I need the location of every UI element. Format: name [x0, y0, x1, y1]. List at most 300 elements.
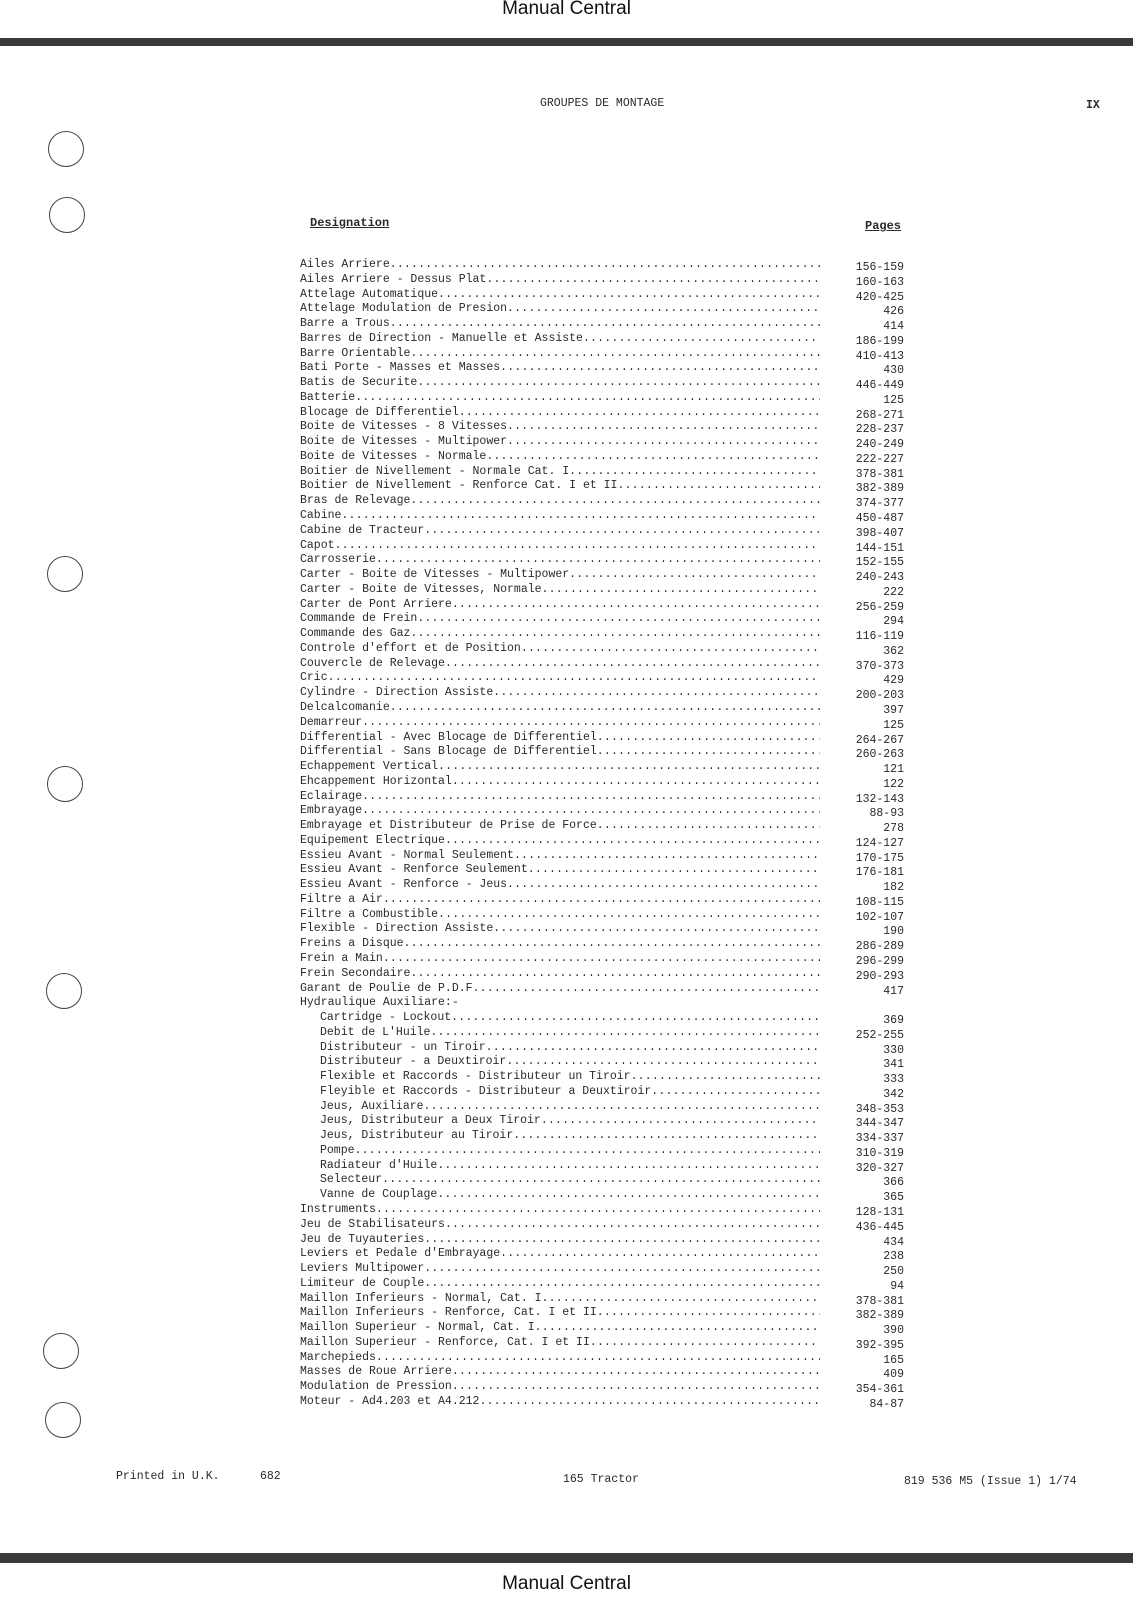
dot-leader: [459, 996, 820, 1011]
entry-name: Pompe: [320, 1143, 355, 1157]
entry-name: Jeus, Distributeur a Deux Tiroir: [320, 1114, 541, 1128]
index-entry: [300, 1011, 904, 1026]
entry-pages: 430: [883, 364, 904, 378]
entry-pages: [844, 999, 904, 1014]
binder-hole-icon: [45, 1402, 81, 1438]
entry-name: Attelage Modulation de Presion: [300, 302, 508, 316]
entry-pages: 160-163: [855, 275, 904, 289]
entry-name: Flexible - Direction Assiste: [300, 922, 494, 936]
entry-name: Demarreur: [300, 715, 363, 729]
entry-pages: 290-293: [855, 969, 904, 983]
entry-pages: 228-237: [855, 423, 904, 437]
dot-leader: [597, 745, 820, 760]
entry-name: Maillon Superieur - Renforce, Cat. I et II: [300, 1335, 590, 1349]
entry-name: Moteur - Ad4.203 et A4.212: [300, 1394, 480, 1408]
entry-pages: 88-93: [869, 807, 904, 821]
entry-pages: 330: [883, 1043, 904, 1057]
index-entry: [300, 1055, 904, 1070]
entry-pages: 334-337: [855, 1132, 904, 1146]
entry-name: Masses de Roue Arriere: [300, 1365, 452, 1379]
dot-leader: [459, 406, 820, 421]
dot-leader: [417, 376, 820, 391]
entry-pages: 369: [883, 1014, 904, 1028]
entry-pages: 434: [883, 1235, 904, 1249]
dot-leader: [390, 317, 820, 332]
dot-leader: [451, 1011, 820, 1026]
entry-pages: 176-181: [855, 866, 904, 880]
index-entry: [300, 494, 904, 509]
entry-pages: 264-267: [855, 733, 904, 747]
entry-name: Boite de Vitesses - Multipower: [300, 435, 508, 449]
index-entry: [300, 1026, 904, 1041]
dot-leader: [617, 479, 820, 494]
entry-pages: 426: [883, 305, 904, 319]
dot-leader: [438, 908, 820, 923]
entry-name: Barres de Direction - Manuelle et Assiste: [300, 331, 583, 345]
entry-pages: 122: [883, 777, 904, 791]
dot-leader: [362, 716, 820, 731]
entry-pages: 102-107: [855, 910, 904, 924]
entry-pages: 374-377: [855, 497, 904, 511]
index-entry: [300, 1144, 904, 1159]
entry-name: Jeu de Tuyauteries: [300, 1232, 425, 1246]
index-list: [300, 258, 904, 1410]
entry-name: Delcalcomanie: [300, 700, 390, 714]
dot-leader: [528, 863, 820, 878]
entry-name: Cylindre - Direction Assiste: [300, 686, 494, 700]
dot-leader: [452, 1380, 820, 1395]
entry-pages: 354-361: [855, 1383, 904, 1397]
entry-pages: 310-319: [855, 1146, 904, 1160]
entry-pages: 125: [883, 718, 904, 732]
entry-name: Leviers Multipower: [300, 1262, 425, 1276]
entry-name: Essieu Avant - Renforce Seulement: [300, 863, 528, 877]
index-entry: [300, 1277, 904, 1292]
dot-leader: [424, 1262, 820, 1277]
dot-leader: [438, 288, 820, 303]
entry-name: Ailes Arriere: [300, 258, 390, 271]
entry-name: Ailes Arriere - Dessus Plat: [300, 272, 487, 286]
entry-name: Frein Secondaire: [300, 966, 411, 980]
entry-name: Echappement Vertical: [300, 760, 439, 774]
index-entry: [300, 568, 904, 583]
entry-pages: 238: [883, 1250, 904, 1264]
index-entry: [300, 790, 904, 805]
entry-pages: 450-487: [855, 512, 904, 526]
entry-pages: 170-175: [855, 851, 904, 865]
entry-name: Marchepieds: [300, 1350, 376, 1364]
entry-name: Freins a Disque: [300, 937, 404, 951]
entry-name: Carter de Pont Arriere: [300, 597, 452, 611]
dot-leader: [410, 627, 820, 642]
index-entry: [300, 524, 904, 539]
entry-pages: 240-243: [855, 571, 904, 585]
entry-name: Frein a Main: [300, 951, 383, 965]
entry-pages: 429: [883, 674, 904, 688]
index-entry: [300, 1203, 904, 1218]
index-entry: [300, 1114, 904, 1129]
index-entry: [300, 834, 904, 849]
dot-leader: [383, 893, 820, 908]
index-entry: [300, 1306, 904, 1321]
dot-leader: [493, 686, 820, 701]
dot-leader: [355, 1144, 820, 1159]
index-entry: [300, 731, 904, 746]
index-entry: [300, 1173, 904, 1188]
index-entry: [300, 686, 904, 701]
dot-leader: [486, 450, 820, 465]
entry-name: Fleyible et Raccords - Distributeur a Deuxtiroir: [320, 1084, 652, 1098]
entry-pages: 344-347: [855, 1117, 904, 1131]
index-entry: [300, 539, 904, 554]
entry-name: Differential - Avec Blocage de Differentiel: [300, 730, 597, 744]
index-entry: [300, 347, 904, 362]
entry-pages: 320-327: [855, 1161, 904, 1175]
dot-leader: [445, 1218, 820, 1233]
entry-name: Equipement Electrique: [300, 833, 445, 847]
site-banner-top: Manual Central: [502, 0, 631, 19]
index-entry: [300, 1070, 904, 1085]
scan-edge-top: [0, 38, 1133, 46]
entry-name: Filtre a Combustible: [300, 907, 439, 921]
dot-leader: [597, 1306, 820, 1321]
entry-name: Barre Orientable: [300, 346, 411, 360]
dot-leader: [514, 849, 820, 864]
entry-pages: 84-87: [869, 1397, 904, 1411]
entry-pages: 156-159: [855, 261, 904, 274]
entry-name: Barre a Trous: [300, 317, 390, 331]
entry-name: Garant de Poulie de P.D.F: [300, 981, 473, 995]
dot-leader: [541, 1114, 820, 1129]
entry-pages: 124-127: [855, 836, 904, 850]
binder-hole-icon: [47, 766, 83, 802]
index-entry: [300, 967, 904, 982]
index-entry: [300, 922, 904, 937]
page-number-roman: IX: [1086, 99, 1100, 112]
entry-pages: 278: [883, 822, 904, 836]
entry-name: Carter - Boite de Vitesses, Normale: [300, 582, 542, 596]
entry-name: Flexible et Raccords - Distributeur un Tiroir: [320, 1070, 631, 1084]
index-entry: [300, 908, 904, 923]
binder-hole-icon: [49, 197, 85, 233]
entry-pages: 333: [883, 1073, 904, 1087]
index-entry: [300, 1380, 904, 1395]
index-entry: [300, 671, 904, 686]
entry-pages: 240-249: [855, 438, 904, 452]
dot-leader: [535, 1321, 820, 1336]
dot-leader: [376, 553, 820, 568]
footer-reference: 819 536 M5 (Issue 1) 1/74: [904, 1475, 1077, 1488]
entry-name: Commande des Gaz: [300, 627, 411, 641]
entry-pages: 200-203: [855, 689, 904, 703]
entry-name: Jeus, Distributeur au Tiroir: [320, 1129, 514, 1143]
column-header-pages: Pages: [865, 219, 902, 233]
dot-leader: [362, 790, 820, 805]
dot-leader: [493, 922, 820, 937]
dot-leader: [376, 1351, 820, 1366]
footer-number: 682: [260, 1470, 281, 1483]
dot-leader: [507, 878, 820, 893]
dot-leader: [452, 598, 820, 613]
dot-leader: [597, 819, 820, 834]
entry-name: Maillon Inferieurs - Normal, Cat. I: [300, 1291, 542, 1305]
dot-leader: [445, 834, 820, 849]
dot-leader: [335, 539, 820, 554]
index-entry: [300, 1129, 904, 1144]
index-entry: [300, 612, 904, 627]
index-entry: [300, 937, 904, 952]
dot-leader: [507, 435, 820, 450]
entry-name: Debit de L'Huile: [320, 1025, 431, 1039]
index-entry: [300, 1085, 904, 1100]
index-entry: [300, 598, 904, 613]
entry-pages: 182: [883, 881, 904, 895]
index-entry: [300, 1351, 904, 1366]
entry-name: Selecteur: [320, 1173, 383, 1187]
index-entry: [300, 996, 904, 1011]
index-entry: [300, 1188, 904, 1203]
footer-printed: Printed in U.K.: [116, 1470, 220, 1483]
index-entry: [300, 332, 904, 347]
entry-pages: 132-143: [855, 792, 904, 806]
entry-name: Carter - Boite de Vitesses - Multipower: [300, 568, 570, 582]
binder-hole-icon: [46, 973, 82, 1009]
dot-leader: [424, 1100, 820, 1115]
site-banner-bottom: Manual Central: [502, 1573, 631, 1594]
dot-leader: [506, 1055, 820, 1070]
entry-name: Bati Porte - Masses et Masses: [300, 361, 501, 375]
entry-pages: 116-119: [855, 630, 904, 644]
scan-edge-bottom: [0, 1553, 1133, 1563]
entry-pages: 362: [883, 644, 904, 658]
entry-pages: 152-155: [855, 556, 904, 570]
entry-name: Vanne de Couplage: [320, 1188, 438, 1202]
entry-pages: 397: [883, 703, 904, 717]
index-entry: [300, 893, 904, 908]
index-entry: [300, 288, 904, 303]
entry-pages: 250: [883, 1265, 904, 1279]
dot-leader: [437, 1159, 820, 1174]
index-entry: [300, 1365, 904, 1380]
entry-name: Boite de Vitesses - Normale: [300, 449, 487, 463]
entry-name: Batis de Securite: [300, 376, 418, 390]
entry-pages: 222: [883, 585, 904, 599]
dot-leader: [452, 775, 820, 790]
binder-hole-icon: [48, 131, 84, 167]
entry-name: Embrayage et Distributeur de Prise de Force: [300, 819, 597, 833]
entry-pages: 365: [883, 1191, 904, 1205]
entry-name: Eclairage: [300, 789, 363, 803]
dot-leader: [390, 701, 820, 716]
entry-name: Distributeur - un Tiroir: [320, 1040, 486, 1054]
entry-name: Capot: [300, 538, 335, 552]
entry-pages: 410-413: [855, 349, 904, 363]
entry-pages: 128-131: [855, 1206, 904, 1219]
entry-name: Maillon Inferieurs - Renforce, Cat. I et II: [300, 1306, 597, 1320]
entry-name: Batterie: [300, 390, 356, 404]
entry-pages: 420-425: [855, 290, 904, 304]
entry-name: Cabine de Tracteur: [300, 523, 425, 537]
dot-leader: [542, 583, 820, 598]
entry-name: Boitier de Nivellement - Renforce Cat. I et II: [300, 479, 618, 493]
index-entry: [300, 819, 904, 834]
dot-leader: [410, 347, 820, 362]
entry-pages: 294: [883, 615, 904, 629]
index-entry: [300, 863, 904, 878]
index-entry: [300, 479, 904, 494]
dot-leader: [569, 568, 820, 583]
entry-name: Hydraulique Auxiliare:-: [300, 996, 459, 1010]
index-entry: [300, 302, 904, 317]
entry-name: Ehcappement Horizontal: [300, 774, 452, 788]
entry-pages: 222-227: [855, 452, 904, 466]
dot-leader: [507, 302, 820, 317]
dot-leader: [486, 1041, 820, 1056]
entry-pages: 446-449: [855, 379, 904, 393]
dot-leader: [569, 465, 820, 480]
entry-pages: 268-271: [855, 408, 904, 422]
entry-name: Filtre a Air: [300, 892, 383, 906]
index-entry: [300, 760, 904, 775]
entry-pages: 108-115: [855, 895, 904, 909]
dot-leader: [513, 1129, 820, 1144]
entry-name: Distributeur - a Deuxtiroir: [320, 1055, 507, 1069]
index-entry: [300, 361, 904, 376]
entry-pages: 260-263: [855, 748, 904, 762]
entry-pages: 378-381: [855, 467, 904, 481]
index-entry: [300, 391, 904, 406]
entry-pages: 348-353: [855, 1102, 904, 1116]
entry-pages: 392-395: [855, 1338, 904, 1352]
index-entry: [300, 376, 904, 391]
dot-leader: [542, 1292, 820, 1307]
entry-name: Carrosserie: [300, 553, 376, 567]
dot-leader: [382, 1173, 820, 1188]
index-entry: [300, 745, 904, 760]
dot-leader: [383, 952, 820, 967]
dot-leader: [590, 1336, 820, 1351]
index-entry: [300, 465, 904, 480]
entry-pages: 382-389: [855, 1309, 904, 1323]
entry-name: Cric: [300, 671, 328, 685]
dot-leader: [410, 967, 820, 982]
entry-name: Controle d'effort et de Position: [300, 641, 521, 655]
entry-pages: 296-299: [855, 954, 904, 968]
dot-leader: [597, 731, 820, 746]
entry-name: Essieu Avant - Normal Seulement: [300, 848, 514, 862]
dot-leader: [404, 937, 820, 952]
dot-leader: [486, 273, 820, 288]
entry-pages: 436-445: [855, 1220, 904, 1234]
entry-pages: 341: [883, 1058, 904, 1072]
entry-name: Limiteur de Couple: [300, 1276, 425, 1290]
entry-pages: 366: [883, 1176, 904, 1190]
entry-name: Cabine: [300, 509, 342, 523]
dot-leader: [328, 671, 820, 686]
index-entry: [300, 878, 904, 893]
index-entry: [300, 273, 904, 288]
entry-name: Leviers et Pedale d'Embrayage: [300, 1247, 501, 1261]
index-entry: [300, 952, 904, 967]
entry-pages: 378-381: [855, 1294, 904, 1308]
dot-leader: [390, 258, 820, 273]
index-entry: [300, 775, 904, 790]
dot-leader: [583, 332, 820, 347]
entry-pages: 398-407: [855, 526, 904, 540]
binder-hole-icon: [43, 1333, 79, 1369]
index-entry: [300, 1041, 904, 1056]
index-entry: [300, 1262, 904, 1277]
dot-leader: [438, 760, 820, 775]
binder-hole-icon: [47, 556, 83, 592]
dot-leader: [376, 1203, 820, 1218]
dot-leader: [437, 1188, 820, 1203]
entry-pages: 144-151: [855, 541, 904, 555]
dot-leader: [521, 642, 820, 657]
index-entry: [300, 701, 904, 716]
dot-leader: [341, 509, 820, 524]
dot-leader: [507, 420, 820, 435]
entry-pages: 121: [883, 763, 904, 777]
dot-leader: [424, 524, 820, 539]
index-entry: [300, 509, 904, 524]
dot-leader: [355, 391, 820, 406]
entry-name: Commande de Frein: [300, 612, 418, 626]
index-entry: [300, 553, 904, 568]
entry-name: Boite de Vitesses - 8 Vitesses: [300, 420, 508, 434]
entry-name: Jeu de Stabilisateurs: [300, 1217, 445, 1231]
dot-leader: [500, 361, 820, 376]
entry-name: Radiateur d'Huile: [320, 1158, 438, 1172]
index-entry: [300, 1336, 904, 1351]
index-entry: [300, 1321, 904, 1336]
entry-pages: 94: [890, 1279, 904, 1293]
dot-leader: [473, 982, 820, 997]
page-title: GROUPES DE MONTAGE: [540, 97, 665, 110]
entry-pages: 342: [883, 1087, 904, 1101]
dot-leader: [445, 657, 820, 672]
dot-leader: [651, 1085, 820, 1100]
entry-name: Cartridge - Lockout: [320, 1011, 452, 1025]
entry-name: Modulation de Pression: [300, 1380, 452, 1394]
dot-leader: [430, 1026, 820, 1041]
entry-pages: 409: [883, 1368, 904, 1382]
entry-pages: 414: [883, 320, 904, 334]
index-entry: [300, 1218, 904, 1233]
entry-name: Embrayage: [300, 804, 363, 818]
index-entry: [300, 1233, 904, 1248]
entry-pages: 190: [883, 925, 904, 939]
entry-name: Essieu Avant - Renforce - Jeus: [300, 878, 508, 892]
dot-leader: [424, 1233, 820, 1248]
dot-leader: [631, 1070, 820, 1085]
index-entry: [300, 657, 904, 672]
footer-model: 165 Tractor: [563, 1473, 639, 1486]
index-entry: [300, 406, 904, 421]
dot-leader: [417, 612, 820, 627]
index-entry: [300, 1100, 904, 1115]
entry-pages: 286-289: [855, 940, 904, 954]
index-entry: [300, 716, 904, 731]
index-entry: [300, 1395, 904, 1410]
dot-leader: [500, 1247, 820, 1262]
dot-leader: [410, 494, 820, 509]
index-entry: [300, 1247, 904, 1262]
index-entry: [300, 1159, 904, 1174]
index-entry: [300, 642, 904, 657]
index-entry: [300, 982, 904, 997]
entry-pages: 165: [883, 1353, 904, 1367]
